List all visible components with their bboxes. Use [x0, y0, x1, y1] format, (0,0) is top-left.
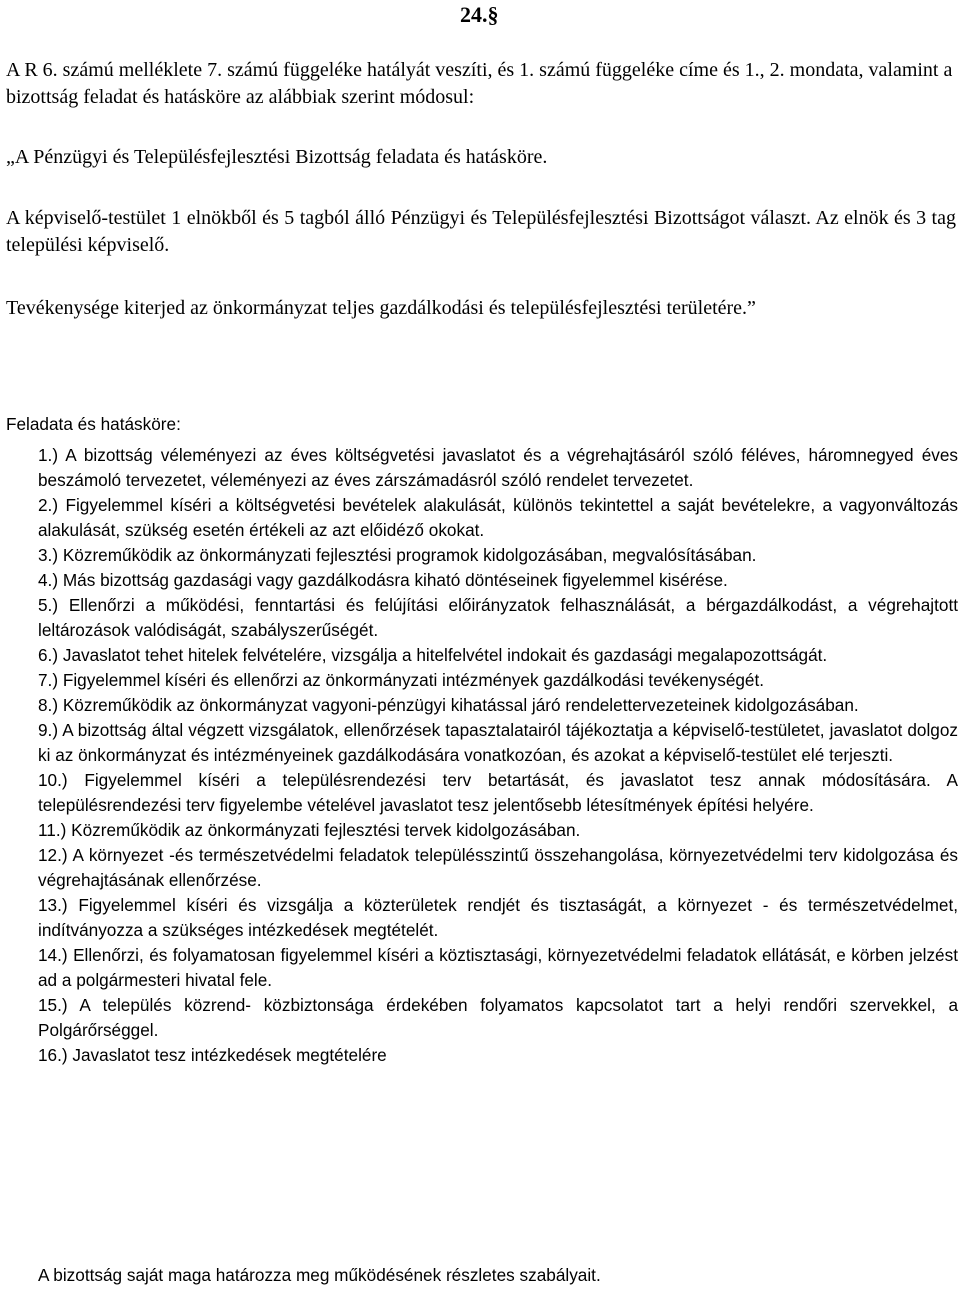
- list-item: [6, 493, 958, 543]
- list-item: [6, 993, 958, 1043]
- item-text: Figyelemmel kíséri a településrendezési terv betartását, és javaslatot tesz annak módosítására. A településrendezési terv figyelembe vételével javaslatot tesz jelentősebb létesítmények építési helyére.: [38, 770, 958, 815]
- item-number: 12.): [38, 845, 68, 865]
- list-item: [6, 818, 958, 843]
- tasks-list: [6, 443, 958, 1068]
- item-number: 8.): [38, 695, 59, 715]
- list-item: [6, 843, 958, 893]
- list-item: [6, 543, 958, 568]
- list-item: [6, 768, 958, 818]
- list-item: [6, 718, 958, 768]
- item-text: Más bizottság gazdasági vagy gazdálkodásra kiható döntéseinek figyelemmel kisérése.: [62, 570, 728, 590]
- section-number: 24.§: [460, 2, 499, 27]
- composition-paragraph: A képviselő-testület 1 elnökből és 5 tagból álló Pénzügyi és Településfejlesztési Bizottságot választ. Az elnök és 3 tag települési képviselő.: [6, 207, 956, 256]
- list-item: [6, 943, 958, 993]
- list-item: [6, 1043, 958, 1068]
- tasks-heading: Feladata és hatásköre:: [6, 414, 181, 434]
- item-text: Figyelemmel kíséri és vizsgálja a közterületek rendjét és tisztaságát, a környezet - és természetvédelmet, indítványozza a szükséges intézkedések megtételét.: [38, 895, 958, 940]
- item-text: Közreműködik az önkormányzat vagyoni-pénzügyi kihatással járó rendelettervezeteinek kidolgozásában.: [62, 695, 859, 715]
- list-item: [6, 693, 958, 718]
- scope-paragraph: Tevékenysége kiterjed az önkormányzat teljes gazdálkodási és településfejlesztési területére.”: [6, 297, 756, 319]
- item-text: A bizottság véleményezi az éves költségvetési javaslatot és a végrehajtásáról szóló féléves, háromnegyed éves beszámoló tervezetet, véleményezi az éves zárszámadásról szóló rendelet tervezetet.: [38, 445, 958, 490]
- list-item: [6, 593, 958, 643]
- item-text: A település közrend- közbiztonsága érdekében folyamatos kapcsolatot tart a helyi rendőri szervekkel, a Polgárőrséggel.: [38, 995, 958, 1040]
- item-text: A bizottság által végzett vizsgálatok, ellenőrzések tapasztalatairól tájékoztatja a képviselő-testületet, javaslatot dolgoz ki az önkormányzat és intézményeinek gazdálkodására vonatkozóan, és azokat a képviselő-testület elé terjeszti.: [38, 720, 958, 765]
- item-number: 14.): [38, 945, 68, 965]
- item-number: 2.): [38, 495, 59, 515]
- item-number: 6.): [38, 645, 59, 665]
- item-text: Figyelemmel kíséri a költségvetési bevételek alakulását, különös tekintettel a saját bevételekre, a vagyonváltozás alakulását, szükség esetén értékeli az azt előidéző okokat.: [38, 495, 958, 540]
- item-number: 7.): [38, 670, 59, 690]
- list-item: [6, 643, 958, 668]
- item-number: 13.): [38, 895, 68, 915]
- committee-title: „A Pénzügyi és Településfejlesztési Bizottság feladata és hatásköre.: [6, 146, 548, 168]
- item-text: Közreműködik az önkormányzati fejlesztési tervek kidolgozásában.: [71, 820, 581, 840]
- item-number: 3.): [38, 545, 59, 565]
- item-number: 10.): [38, 770, 68, 790]
- item-text: Ellenőrzi a működési, fenntartási és felújítási előirányzatok felhasználását, a bérgazdálkodást, a végrehajtott leltározások valódiságát, szabályszerűségét.: [38, 595, 958, 640]
- list-item: [6, 893, 958, 943]
- item-number: 16.): [38, 1045, 68, 1065]
- list-item: [6, 668, 958, 693]
- closing-statement: A bizottság saját maga határozza meg működésének részletes szabályait.: [38, 1265, 601, 1285]
- list-item: [6, 443, 958, 493]
- item-text: A környezet -és természetvédelmi feladatok településszintű összehangolása, környezetvédelmi terv kidolgozása és végrehajtásának ellenőrzése.: [38, 845, 958, 890]
- item-text: Javaslatot tehet hitelek felvételére, vizsgálja a hitelfelvétel indokait és gazdasági megalapozottságát.: [62, 645, 828, 665]
- item-number: 5.): [38, 595, 59, 615]
- intro-paragraph: A R 6. számú melléklete 7. számú függeléke hatályát veszíti, és 1. számú függeléke címe és 1., 2. mondata, valamint a bizottság feladat és hatásköre az alábbiak szerint módosul:: [6, 59, 953, 108]
- item-number: 9.): [38, 720, 59, 740]
- list-item: [6, 568, 958, 593]
- item-text: Ellenőrzi, és folyamatosan figyelemmel kíséri a köztisztasági, környezetvédelmi feladatok ellátását, e körben jelzést ad a polgármesteri hivatal fele.: [38, 945, 958, 990]
- item-number: 4.): [38, 570, 59, 590]
- item-text: Közreműködik az önkormányzati fejlesztési programok kidolgozásában, megvalósításában.: [62, 545, 757, 565]
- item-text: Javaslatot tesz intézkedések megtételére: [72, 1045, 387, 1065]
- item-number: 11.): [38, 820, 67, 840]
- item-text: Figyelemmel kíséri és ellenőrzi az önkormányzati intézmények gazdálkodási tevékenységét.: [62, 670, 765, 690]
- item-number: 1.): [38, 445, 59, 465]
- item-number: 15.): [38, 995, 68, 1015]
